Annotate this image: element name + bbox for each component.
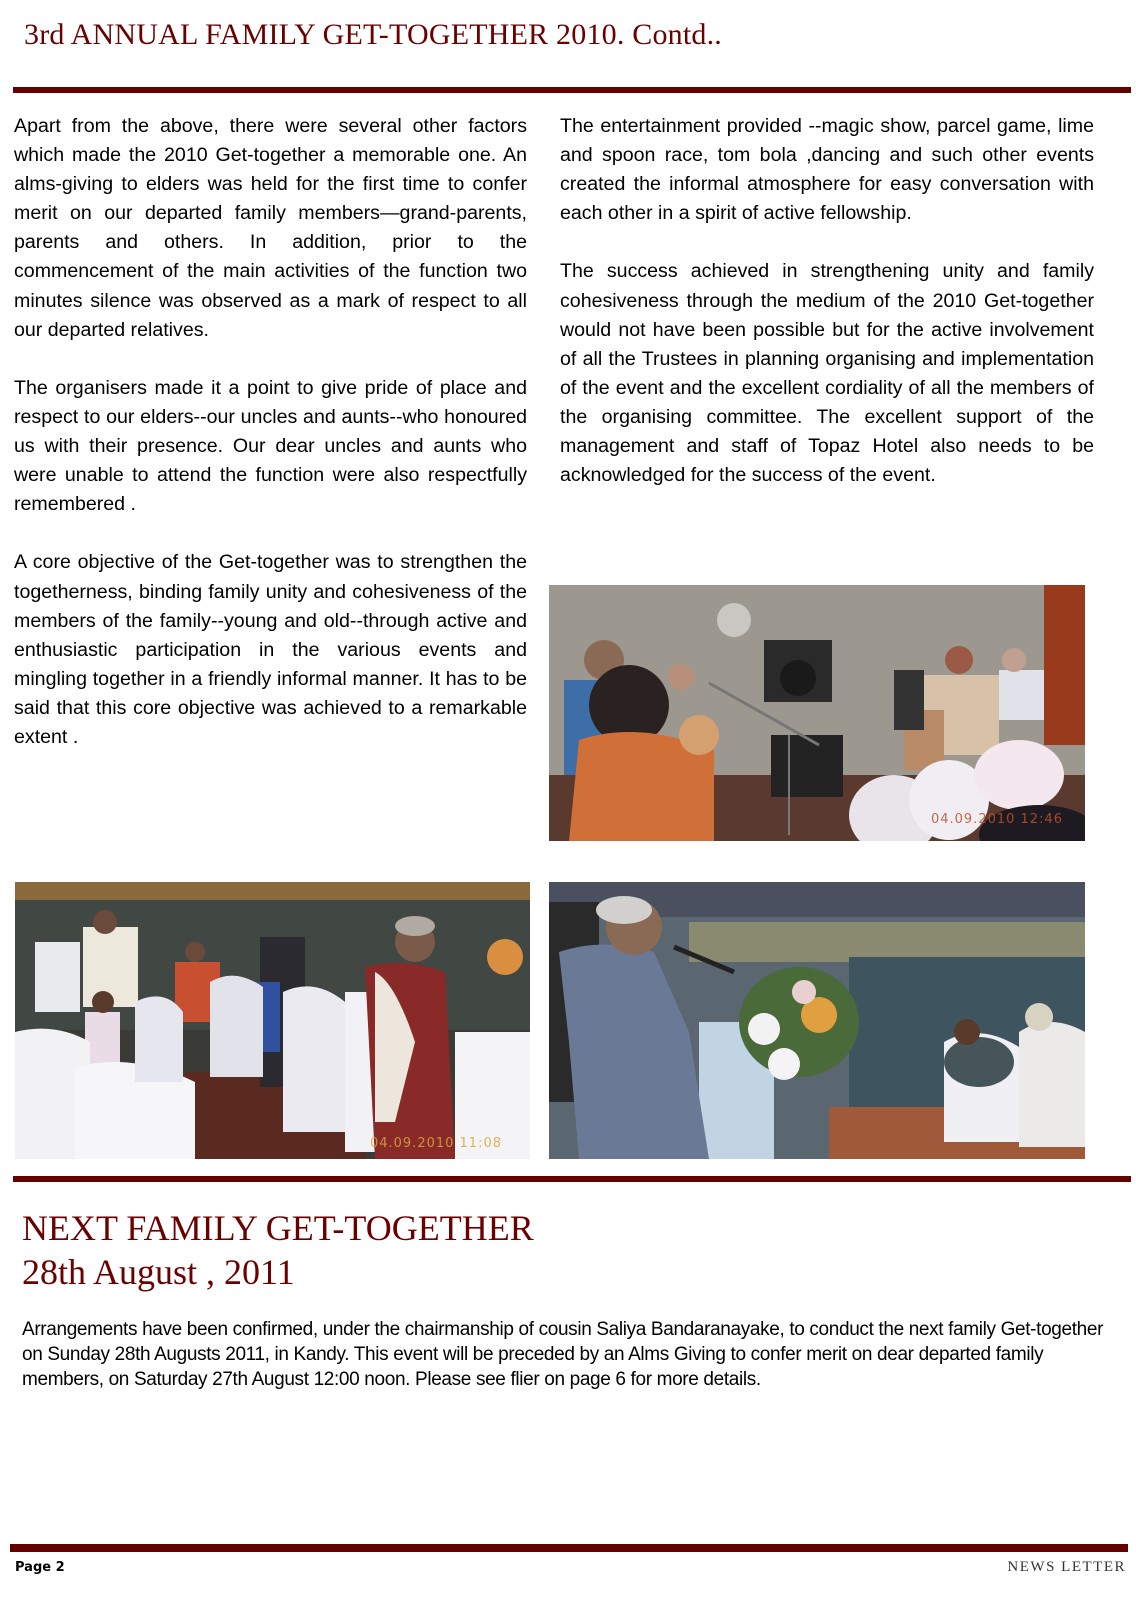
page-title: 3rd ANNUAL FAMILY GET-TOGETHER 2010. Contd.. — [24, 18, 722, 51]
photo-date-stamp: 04.09.2010 11:08 — [369, 1136, 502, 1151]
next-event-heading — [22, 1206, 534, 1294]
article-paragraph: Apart from the above, there were several other factors which made the 2010 Get-together a memorable one. An alms-giving to elders was held for the first time to confer merit on our departed family members—grand-parents, parents and others. In addition, prior to the commencement of the main activities of the function two minutes silence was observed as a mark of respect to all our departed relatives. — [14, 115, 527, 341]
next-event-title: NEXT FAMILY GET-TOGETHER — [22, 1208, 534, 1248]
article-paragraph: A core objective of the Get-together was to strengthen the togetherness, binding family unity and cohesiveness of the members of the family--young and old--through active and enthusiastic participation in the various events and mingling together in a friendly informal manner. It has to be said that this core objective was achieved to a remarkable extent . — [14, 551, 527, 748]
page-number: Page 2 — [15, 1560, 65, 1575]
event-photo-guests — [15, 882, 530, 1159]
header-divider — [13, 87, 1131, 93]
footer-divider — [10, 1544, 1128, 1552]
next-event-description: Arrangements have been confirmed, under the chairmanship of cousin Saliya Bandaranayake, to conduct the next family Get-together on Sunday 28th Augusts 2011, in Kandy. This event will be preceded by an Alms Giving to confer merit on dear departed family members, on Saturday 27th August 12:00 noon. Please see flier on page 6 for more details. — [22, 1319, 1104, 1390]
article-left-column — [14, 112, 527, 781]
publication-name: NEWS LETTER — [1007, 1559, 1126, 1575]
article-right-column — [560, 112, 1094, 519]
section-divider — [13, 1176, 1131, 1182]
article-paragraph: The success achieved in strengthening unity and family cohesiveness through the medium of the 2010 Get-together would not have been possible but for the active involvement of all the Trustees in planning organising and implementation of the event and the excellent cordiality of all the members of the organising committee. The excellent support of the management and staff of Topaz Hotel also needs to be acknowledged for the success of the event. — [560, 260, 1094, 487]
photo-date-stamp: 04.09.2010 12:46 — [930, 812, 1063, 827]
event-photo-entertainment — [549, 585, 1085, 841]
photo-image — [549, 585, 1085, 841]
article-paragraph: The entertainment provided --magic show, parcel game, lime and spoon race, tom bola ,dancing and such other events created the informal atmosphere for easy conversation with each other in a spirit of active fellowship. — [560, 115, 1094, 225]
photo-image — [549, 882, 1085, 1159]
event-photo-speaker — [549, 882, 1085, 1159]
photo-image — [15, 882, 530, 1159]
next-event-date: 28th August , 2011 — [22, 1252, 295, 1292]
article-paragraph: The organisers made it a point to give pride of place and respect to our elders--our uncles and aunts--who honoured us with their presence. Our dear uncles and aunts who were unable to attend the function were also respectfully remembered . — [14, 376, 527, 516]
